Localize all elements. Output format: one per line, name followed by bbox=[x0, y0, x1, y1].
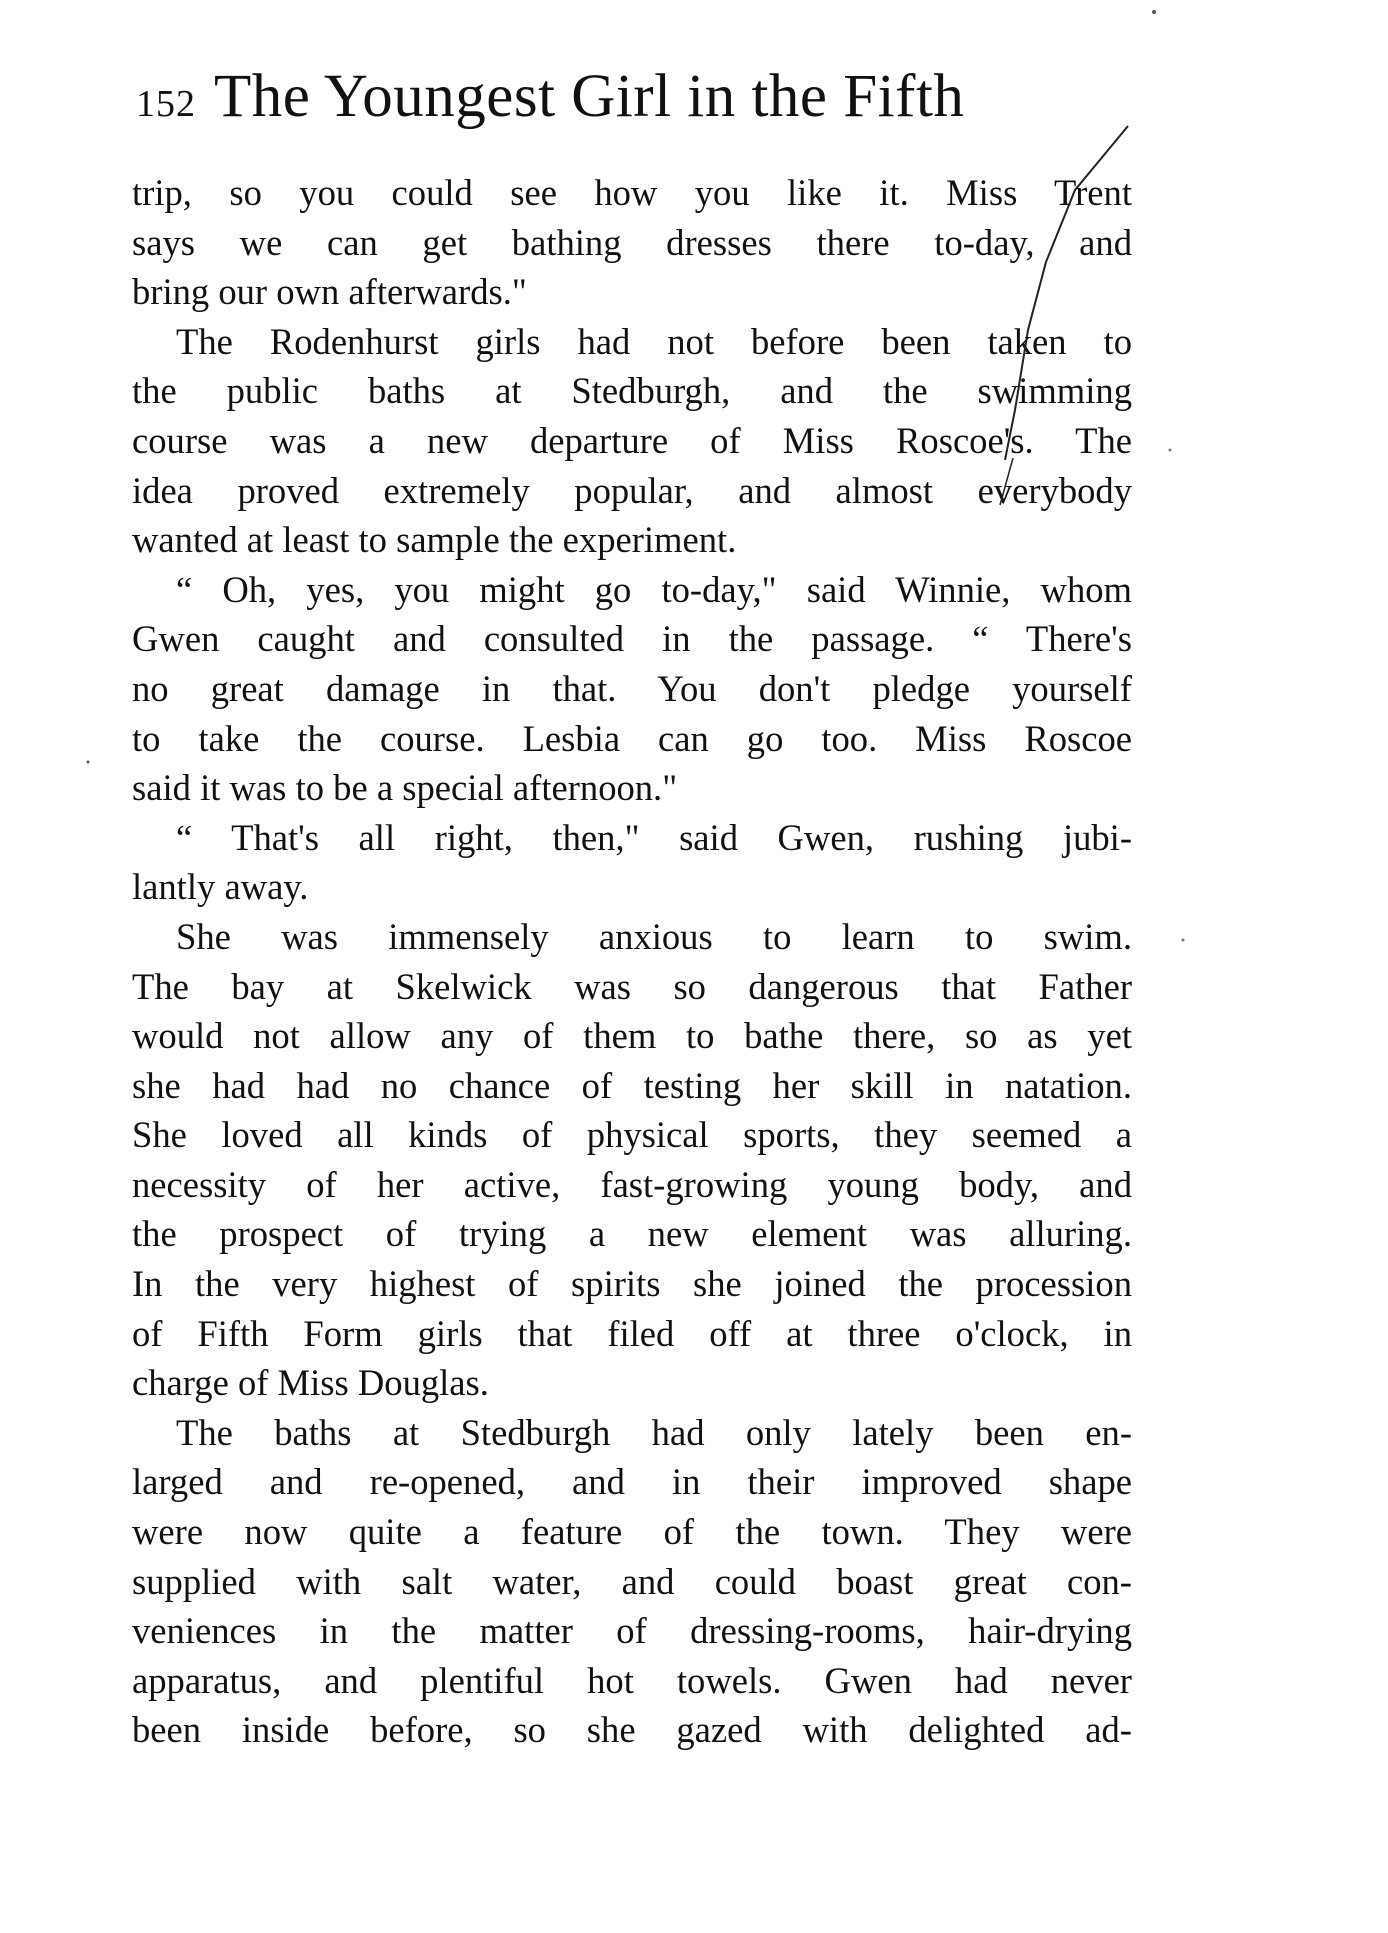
body-text bbox=[132, 168, 1132, 1755]
speck bbox=[1182, 939, 1185, 942]
speck bbox=[1169, 449, 1172, 452]
text-line: “ That's all right, then," said Gwen, rushing jubi- bbox=[176, 816, 1132, 858]
text-line: The Rodenhurst girls had not before been taken to bbox=[176, 320, 1132, 362]
text-line: no great damage in that. You don't pledge yourself bbox=[132, 667, 1132, 709]
running-header bbox=[136, 62, 1136, 134]
text-line: Gwen caught and consulted in the passage. “ There's bbox=[132, 618, 1132, 660]
text-line: said it was to be a special afternoon." bbox=[132, 767, 678, 809]
text-line: to take the course. Lesbia can go too. Miss Roscoe bbox=[132, 717, 1132, 759]
speck bbox=[1152, 10, 1156, 14]
text-line: apparatus, and plentiful hot towels. Gwen had never bbox=[132, 1659, 1132, 1701]
text-line: “ Oh, yes, you might go to-day," said Winnie, whom bbox=[176, 568, 1132, 610]
text-line: The bay at Skelwick was so dangerous that Father bbox=[132, 965, 1132, 1007]
text-line: She was immensely anxious to learn to swim. bbox=[176, 915, 1132, 957]
text-line: wanted at least to sample the experiment. bbox=[132, 519, 737, 561]
text-line: she had had no chance of testing her skill in natation. bbox=[132, 1064, 1132, 1106]
page-number: 152 bbox=[136, 83, 196, 125]
text-line: lantly away. bbox=[132, 866, 309, 908]
running-title: The Youngest Girl in the Fifth bbox=[214, 63, 965, 130]
text-line: would not allow any of them to bathe there, so as yet bbox=[132, 1015, 1132, 1057]
text-line: bring our own afterwards." bbox=[132, 271, 527, 313]
text-line: idea proved extremely popular, and almost everybody bbox=[132, 469, 1132, 511]
text-line: In the very highest of spirits she joined the procession bbox=[132, 1263, 1132, 1305]
text-line: necessity of her active, fast-growing young body, and bbox=[132, 1163, 1132, 1205]
text-line: the prospect of trying a new element was alluring. bbox=[132, 1213, 1132, 1255]
text-line: says we can get bathing dresses there to-day, and bbox=[132, 221, 1132, 263]
text-line: veniences in the matter of dressing-rooms, hair-drying bbox=[132, 1610, 1132, 1652]
text-line: The baths at Stedburgh had only lately been en- bbox=[176, 1411, 1132, 1453]
text-line: been inside before, so she gazed with delighted ad- bbox=[132, 1709, 1132, 1751]
text-line: were now quite a feature of the town. They were bbox=[132, 1511, 1132, 1553]
text-line: charge of Miss Douglas. bbox=[132, 1362, 489, 1404]
text-line: trip, so you could see how you like it. Miss Trent bbox=[132, 172, 1132, 213]
text-line: larged and re-opened, and in their improved shape bbox=[132, 1461, 1132, 1503]
text-line: of Fifth Form girls that filed off at three o'clock, in bbox=[132, 1312, 1132, 1354]
speck bbox=[87, 761, 90, 764]
text-line: course was a new departure of Miss Roscoe's. The bbox=[132, 419, 1132, 461]
text-line: supplied with salt water, and could boast great con- bbox=[132, 1560, 1132, 1602]
text-line: She loved all kinds of physical sports, they seemed a bbox=[132, 1114, 1132, 1156]
text-line: the public baths at Stedburgh, and the swimming bbox=[132, 370, 1132, 412]
